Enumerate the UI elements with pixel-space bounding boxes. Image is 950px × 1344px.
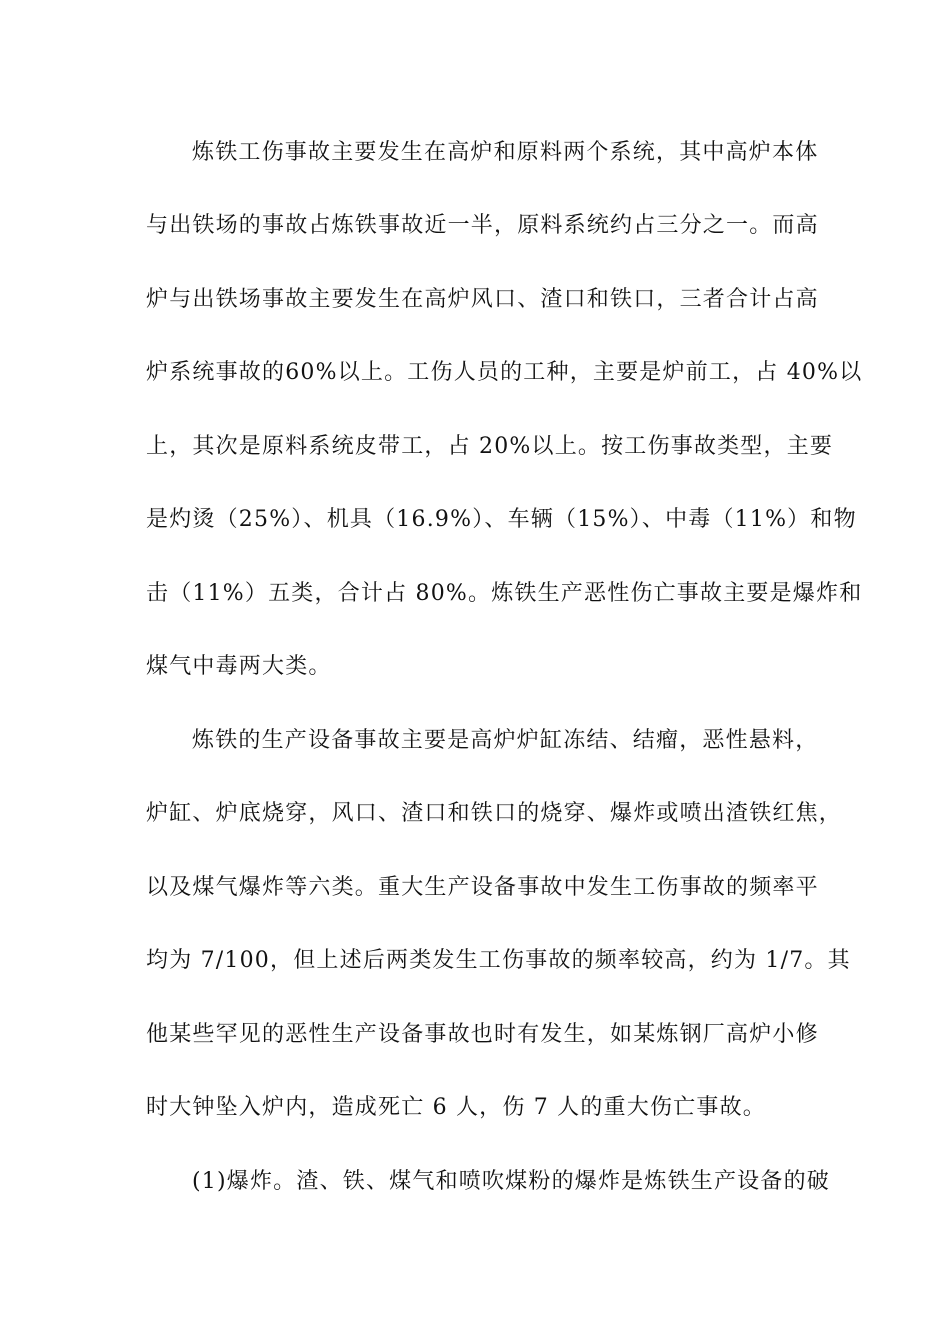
paragraph-2-line-6: 时大钟坠入炉内，造成死亡 6 人，伤 7 人的重大伤亡事故。 — [146, 1095, 766, 1120]
paragraph-1-line-4: 炉系统事故的60%以上。工伤人员的工种，主要是炉前工，占 40%以 — [146, 360, 863, 385]
paragraph-1-line-8: 煤气中毒两大类。 — [146, 654, 332, 679]
paragraph-1-line-3: 炉与出铁场事故主要发生在高炉风口、渣口和铁口，三者合计占高 — [146, 287, 819, 312]
paragraph-1-line-1: 炼铁工伤事故主要发生在高炉和原料两个系统，其中高炉本体 — [192, 140, 819, 165]
paragraph-1-line-6: 是灼烫（25%）、机具（16.9%）、车辆（15%）、中毒（11%）和物 — [146, 507, 857, 532]
paragraph-2-line-2: 炉缸、炉底烧穿，风口、渣口和铁口的烧穿、爆炸或喷出渣铁红焦， — [146, 801, 843, 826]
paragraph-1-line-2: 与出铁场的事故占炼铁事故近一半，原料系统约占三分之一。而高 — [146, 213, 819, 238]
paragraph-2-line-3: 以及煤气爆炸等六类。重大生产设备事故中发生工伤事故的频率平 — [146, 875, 819, 900]
paragraph-1-line-7: 击（11%）五类，合计占 80%。炼铁生产恶性伤亡事故主要是爆炸和 — [146, 581, 863, 606]
paragraph-2-line-1: 炼铁的生产设备事故主要是高炉炉缸冻结、结瘤，恶性悬料， — [192, 728, 819, 753]
paragraph-2-line-4: 均为 7/100，但上述后两类发生工伤事故的频率较高，约为 1/7。其 — [146, 948, 851, 973]
paragraph-1-line-5: 上，其次是原料系统皮带工，占 20%以上。按工伤事故类型，主要 — [146, 434, 834, 459]
paragraph-2-line-5: 他某些罕见的恶性生产设备事故也时有发生，如某炼钢厂高炉小修 — [146, 1022, 819, 1047]
paragraph-3-line-1: (1)爆炸。渣、铁、煤气和喷吹煤粉的爆炸是炼铁生产设备的破 — [192, 1169, 830, 1194]
